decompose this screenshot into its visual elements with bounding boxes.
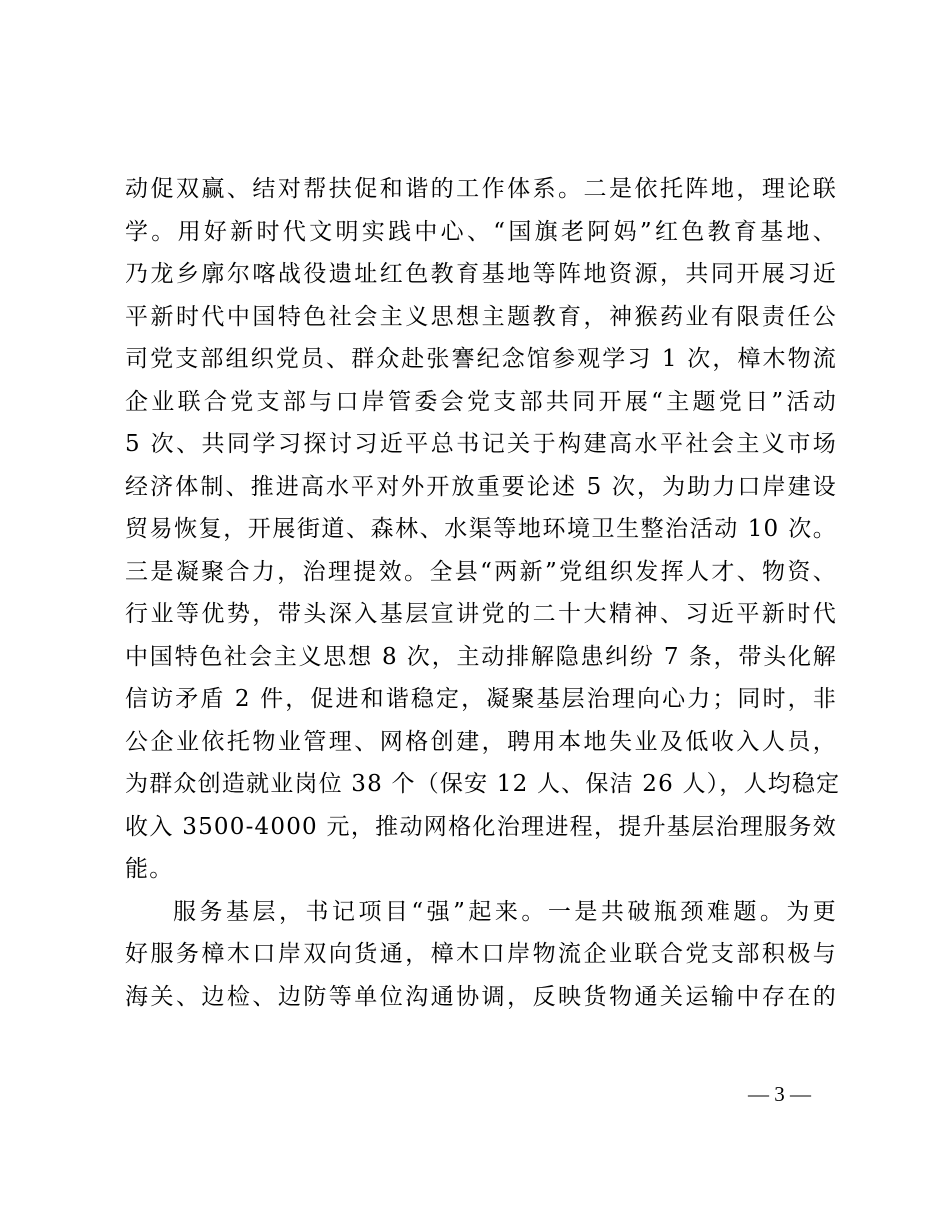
- text-line: 平新时代中国特色社会主义思想主题教育，神猴药业有限责任公: [125, 303, 837, 330]
- paragraph-first-line: 服务基层，书记项目“强”起来。一是共破瓶颈难题。为更: [173, 898, 837, 925]
- text-line: 收入 3500-4000 元，推动网格化治理进程，提升基层治理服务效: [125, 813, 837, 840]
- text-line: 乃龙乡廓尔喀战役遗址红色教育基地等阵地资源，共同开展习近: [125, 261, 837, 287]
- text-line: 中国特色社会主义思想 8 次，主动排解隐患纠纷 7 条，带头化解: [125, 643, 837, 670]
- text-line: 学。用好新时代文明实践中心、“国旗老阿妈”红色教育基地、: [125, 218, 837, 245]
- text-line: 海关、边检、边防等单位沟通协调，反映货物通关运输中存在的: [125, 983, 837, 1010]
- text-line: 公企业依托物业管理、网格创建，聘用本地失业及低收入人员，: [125, 728, 837, 755]
- text-line: 能。: [125, 856, 174, 882]
- body-text: [125, 168, 841, 1018]
- text-line: 为群众创造就业岗位 38 个（保安 12 人、保洁 26 人），人均稳定: [125, 771, 841, 797]
- text-line: 司党支部组织党员、群众赴张謇纪念馆参观学习 1 次，樟木物流: [125, 346, 837, 372]
- text-line: 信访矛盾 2 件，促进和谐稳定，凝聚基层治理向心力；同时，非: [125, 686, 837, 712]
- text-line: 行业等优势，带头深入基层宣讲党的二十大精神、习近平新时代: [125, 601, 837, 627]
- text-line: 企业联合党支部与口岸管委会党支部共同开展“主题党日”活动: [125, 388, 837, 415]
- text-line: 贸易恢复，开展街道、森林、水渠等地环境卫生整治活动 10 次。: [125, 516, 837, 542]
- text-line: 好服务樟木口岸双向货通，樟木口岸物流企业联合党支部积极与: [125, 941, 837, 967]
- text-line: 动促双赢、结对帮扶促和谐的工作体系。二是依托阵地，理论联: [125, 176, 837, 202]
- text-line: 三是凝聚合力，治理提效。全县“两新”党组织发挥人才、物资、: [125, 558, 837, 585]
- text-line: 经济体制、推进高水平对外开放重要论述 5 次，为助力口岸建设: [125, 473, 837, 500]
- page-number: — 3 —: [748, 1082, 811, 1106]
- text-line: 5 次、共同学习探讨习近平总书记关于构建高水平社会主义市场: [125, 431, 837, 457]
